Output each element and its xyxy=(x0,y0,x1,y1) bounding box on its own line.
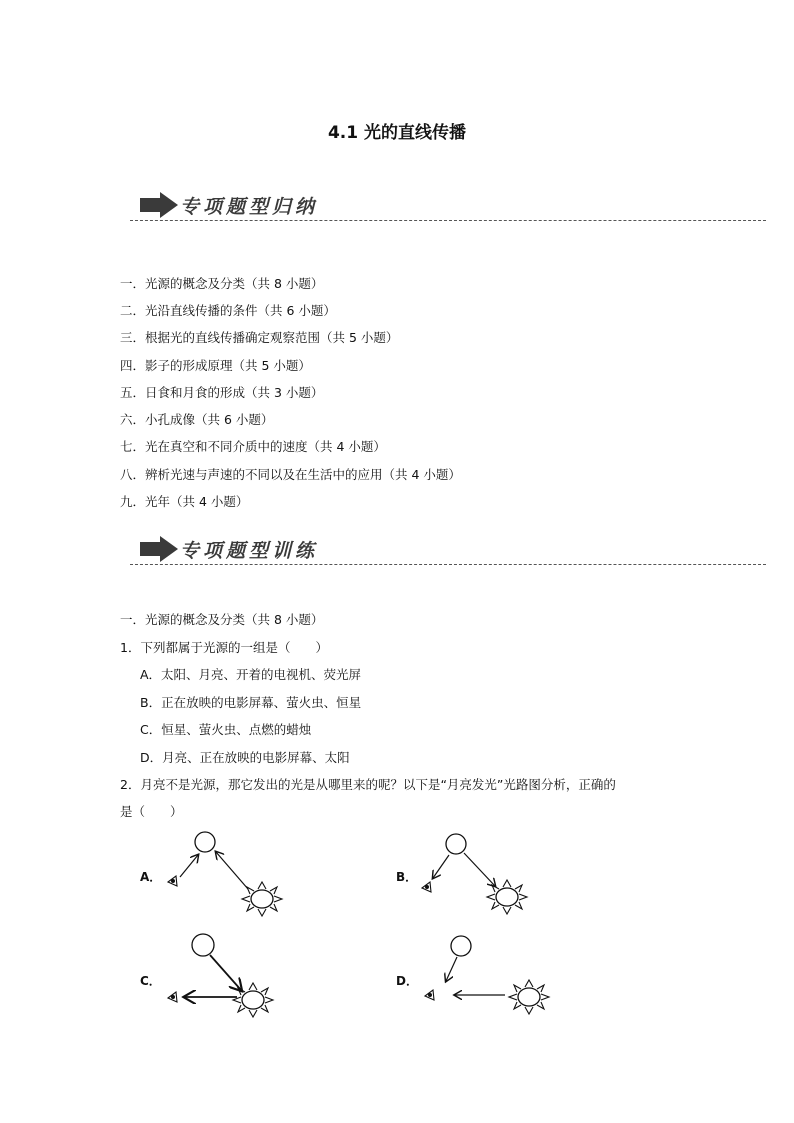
option-b[interactable]: B．正在放映的电影屏幕、萤火虫、恒星 xyxy=(140,695,362,710)
light-ray xyxy=(180,855,198,877)
toc-item: 五．日食和月食的形成（共 3 小题） xyxy=(120,385,324,400)
light-ray xyxy=(216,852,248,889)
sun-icon xyxy=(242,882,282,916)
figure-label-b[interactable]: B． xyxy=(396,870,418,884)
eye-icon xyxy=(422,882,431,892)
moon-icon xyxy=(192,934,214,956)
option-d[interactable]: D．月亮、正在放映的电影屏幕、太阳 xyxy=(140,750,350,765)
light-ray xyxy=(433,855,449,878)
figure-c xyxy=(168,934,273,1017)
eye-icon xyxy=(425,990,434,1000)
section-heading: 专项题型归纳 xyxy=(180,196,319,218)
eye-icon xyxy=(168,876,177,886)
toc-item: 八．辨析光速与声速的不同以及在生活中的应用（共 4 小题） xyxy=(120,467,461,482)
page-title: 4.1 光的直线传播 xyxy=(327,123,467,143)
figure-label-d[interactable]: D． xyxy=(396,974,418,988)
question-stem: 1．下列都属于光源的一组是（ ） xyxy=(120,640,328,655)
figure-label-a[interactable]: A． xyxy=(140,870,162,884)
option-a[interactable]: A．太阳、月亮、开着的电视机、荧光屏 xyxy=(140,667,362,682)
light-ray xyxy=(446,957,457,981)
moon-icon xyxy=(195,832,215,852)
toc-item: 二．光沿直线传播的条件（共 6 小题） xyxy=(120,303,336,318)
sun-icon xyxy=(487,880,527,914)
option-c[interactable]: C．恒星、萤火虫、点燃的蜡烛 xyxy=(140,722,312,737)
light-ray xyxy=(464,853,495,886)
sun-icon xyxy=(509,980,549,1014)
moon-icon xyxy=(446,834,466,854)
toc-item: 三．根据光的直线传播确定观察范围（共 5 小题） xyxy=(120,330,399,345)
question-stem-cont: 是（ ） xyxy=(120,804,183,819)
figure-d xyxy=(425,936,549,1014)
section-heading: 专项题型训练 xyxy=(180,540,319,562)
toc-item: 四．影子的形成原理（共 5 小题） xyxy=(120,358,311,373)
light-ray xyxy=(210,955,241,990)
figure-label-c[interactable]: C． xyxy=(140,974,161,988)
figure-b xyxy=(422,834,527,914)
toc-item: 九．光年（共 4 小题） xyxy=(120,494,249,509)
toc-item: 六．小孔成像（共 6 小题） xyxy=(120,412,274,427)
subsection-heading: 一．光源的概念及分类（共 8 小题） xyxy=(120,612,324,627)
moon-icon xyxy=(451,936,471,956)
question-stem: 2．月亮不是光源，那它发出的光是从哪里来的呢？以下是“月亮发光”光路图分析，正确的 xyxy=(120,777,616,792)
toc-item: 七．光在真空和不同介质中的速度（共 4 小题） xyxy=(120,439,386,454)
toc-item: 一．光源的概念及分类（共 8 小题） xyxy=(120,276,324,291)
figure-a xyxy=(168,832,282,916)
eye-icon xyxy=(168,992,177,1002)
